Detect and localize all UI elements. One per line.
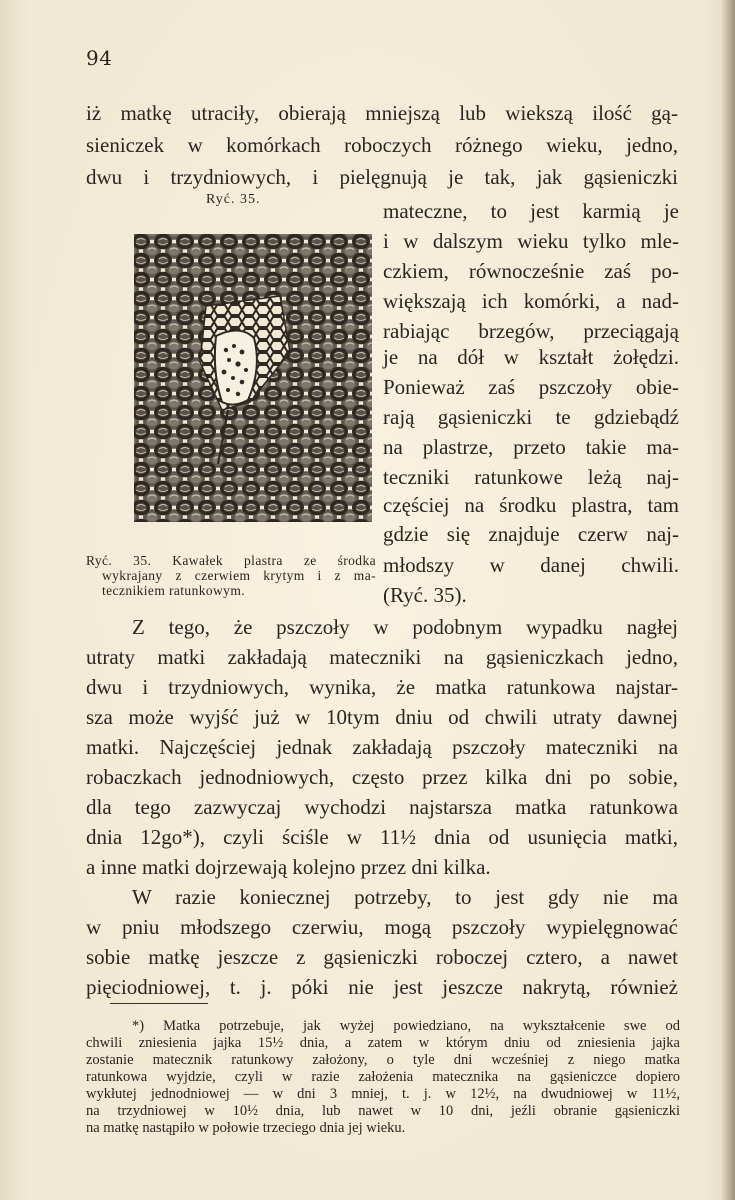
page-number: 94 <box>86 46 113 70</box>
footnote-line: na matkę nastąpiło w połowie trzeciego dnia jej wieku. <box>86 1120 406 1136</box>
body-line: je na dół w kształt żołędzi. <box>383 345 679 369</box>
body-line: czkiem, równocześnie zaś po- <box>383 259 679 283</box>
body-line: robaczkach jednodniowych, często przez kilka dni po sobie, <box>86 765 678 789</box>
body-line: gdzie się znajduje czerw naj- <box>383 522 679 546</box>
body-line: w pniu młodszego czerwiu, mogą pszczoły wypielęgnować <box>86 915 678 939</box>
body-line: Z tego, że pszczoły w podobnym wypadku nagłej <box>132 615 678 639</box>
caption-line: tecznikiem ratunkowym. <box>102 583 246 598</box>
footnote-line: wykłutej jednodniowej — w dni 3 mniej, t. j. w 12½, na dwudniowej w 11½, <box>86 1086 680 1102</box>
footnote-line: *) Matka potrzebuje, jak wyżej powiedziano, na wykształcenie swe od <box>132 1018 680 1034</box>
body-line: częściej na środku plastra, tam <box>383 493 679 517</box>
body-line: mateczne, to jest karmią je <box>383 199 679 223</box>
footnote-line: chwili zniesienia jajka 15½ dnia, a zatem w którym dniu od zniesienia jajka <box>86 1035 680 1051</box>
body-line: (Ryć. 35). <box>383 583 467 607</box>
footnote-line: ratunkowa wyjdzie, czyli w razie założenia matecznika na gąsieniczce dopiero <box>86 1069 680 1085</box>
body-line: i w dalszym wieku tylko mle- <box>383 229 679 253</box>
body-line: sieniczek w komórkach roboczych różnego wieku, jedno, <box>86 133 678 157</box>
footnote-line: na trzydniowej w 10½ dnia, lub nawet w 10 dni, jeźli obranie gąsieniczki <box>86 1103 680 1119</box>
caption-line: Ryć. 35. Kawałek plastra ze środka <box>86 553 376 568</box>
footnote-line: zostanie matecznik ratunkowy założony, o tyle dni wcześniej z niego matka <box>86 1052 680 1068</box>
body-line: dwu i trzydniowych, i pielęgnują je tak, jak gąsieniczki <box>86 165 678 189</box>
page-edge-shadow <box>721 0 735 1200</box>
body-line: pięciodniowej, t. j. póki nie jest jeszcze nakrytą, również <box>86 975 678 999</box>
body-line: W razie koniecznej potrzeby, to jest gdy nie ma <box>132 885 678 909</box>
body-line: dla tego zazwyczaj wychodzi najstarsza matka ratunkowa <box>86 795 678 819</box>
body-line: młodszy w danej chwili. <box>383 553 679 577</box>
body-line: rabiając brzegów, przeciągają <box>383 319 679 343</box>
body-line: utraty matki zakładają mateczniki na gąsieniczkach jedno, <box>86 645 678 669</box>
body-line: iż matkę utraciły, obierają mniejszą lub wiekszą ilość gą- <box>86 101 678 125</box>
body-line: sza może wyjść już w 10tym dniu od chwili utraty dawnej <box>86 705 678 729</box>
body-line: rają gąsieniczki te gdziebądź <box>383 405 679 429</box>
body-line: na plastrze, przeto takie ma- <box>383 435 679 459</box>
figure-caption <box>86 553 376 598</box>
caption-line: wykrajany z czerwiem krytym i z ma- <box>102 568 376 583</box>
figure-label: Ryć. 35. <box>206 192 261 207</box>
footnote-divider <box>110 1003 208 1004</box>
body-line: matki. Najczęściej jednak zakładają pszczoły mateczniki na <box>86 735 678 759</box>
body-line: dnia 12go*), czyli ściśle w 11½ dnia od usunięcia matki, <box>86 825 678 849</box>
body-line: Ponieważ zaś pszczoły obie- <box>383 375 679 399</box>
body-line: dwu i trzydniowych, wynika, że matka ratunkowa najstar- <box>86 675 678 699</box>
honeycomb-figure <box>130 232 376 524</box>
body-line: większają ich komórki, a nad- <box>383 289 679 313</box>
body-line: sobie matkę jeszcze z gąsieniczki roboczej cztero, a nawet <box>86 945 678 969</box>
body-line: teczniki ratunkowe leżą naj- <box>383 465 679 489</box>
body-line: a inne matki dojrzewają kolejno przez dni kilka. <box>86 855 491 879</box>
